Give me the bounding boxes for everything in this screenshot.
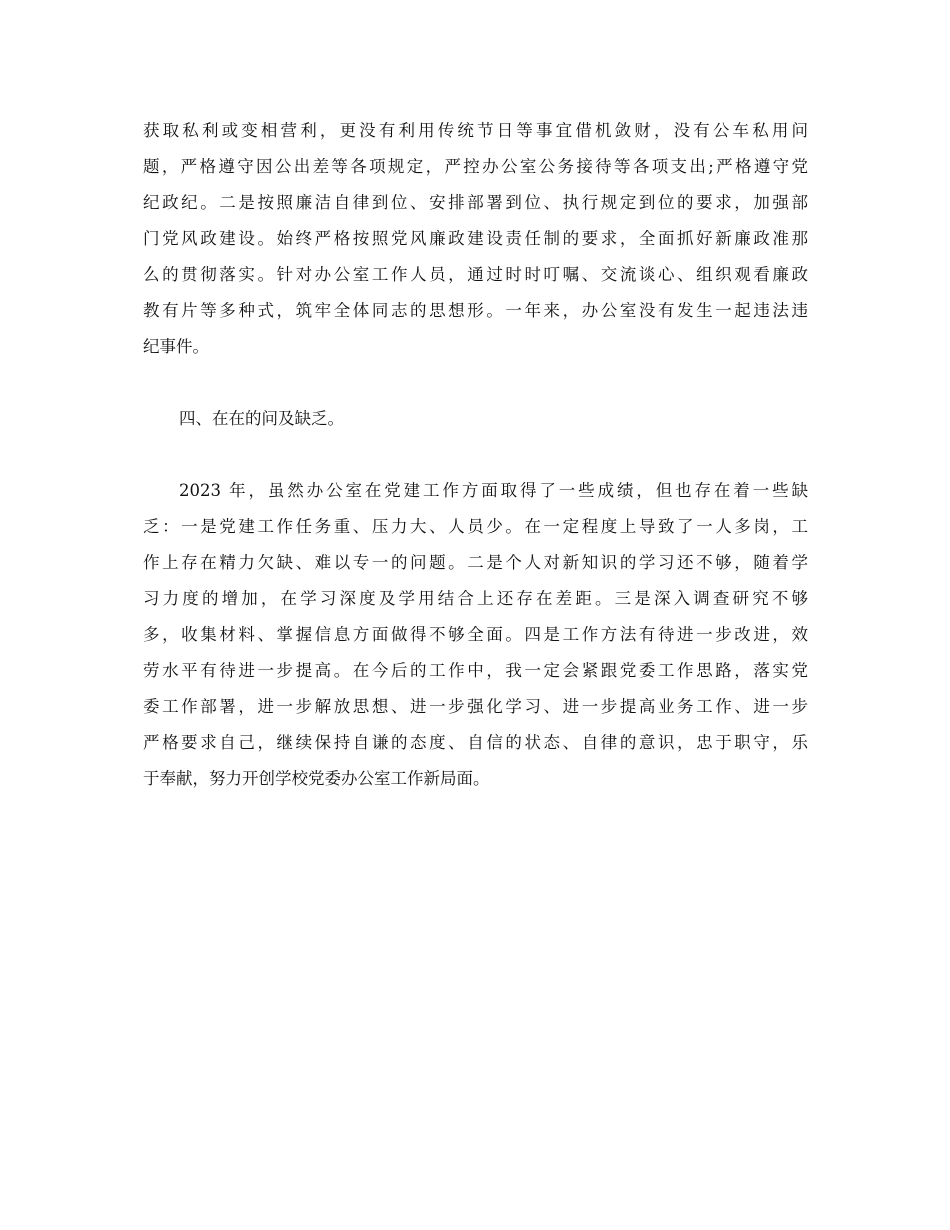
paragraph-gap [143, 365, 808, 401]
document-body [143, 113, 808, 797]
paragraph-line: 纪事件。 [143, 337, 209, 356]
paragraph-integrity [143, 113, 808, 365]
paragraph-line: 劳水平有待进一步提高。在今后的工作中，我一定会紧跟党委工作思路，落实党 [143, 661, 808, 680]
paragraph-line: 获取私利或变相营利，更没有利用传统节日等事宜借机敛财，没有公车私用问 [143, 121, 808, 140]
paragraph-line: 乏：一是党建工作任务重、压力大、人员少。在一定程度上导致了一人多岗，工 [143, 517, 808, 536]
paragraph-line: 委工作部署，进一步解放思想、进一步强化学习、进一步提高业务工作、进一步 [143, 697, 808, 716]
section-heading: 四、在在的问及缺乏。 [179, 409, 344, 428]
paragraph-shortcomings [143, 473, 808, 797]
paragraph-line: 习力度的增加，在学习深度及学用结合上还存在差距。三是深入调查研究不够 [143, 589, 808, 608]
paragraph-line: 多，收集材料、掌握信息方面做得不够全面。四是工作方法有待进一步改进，效 [143, 625, 808, 644]
paragraph-line: 么的贯彻落实。针对办公室工作人员，通过时时叮嘱、交流谈心、组织观看廉政 [143, 265, 808, 284]
paragraph-line: 题，严格遵守因公出差等各项规定，严控办公室公务接待等各项支出;严格遵守党 [143, 157, 808, 176]
paragraph-line: 作上存在精力欠缺、难以专一的问题。二是个人对新知识的学习还不够，随着学 [143, 553, 808, 572]
paragraph-line: 严格要求自己，继续保持自谦的态度、自信的状态、自律的意识，忠于职守，乐 [143, 733, 808, 752]
paragraph-line: 2023 年，虽然办公室在党建工作方面取得了一些成绩，但也存在着一些缺 [179, 481, 808, 500]
paragraph-gap [143, 437, 808, 473]
paragraph-line: 教有片等多种式，筑牢全体同志的思想形。一年来，办公室没有发生一起违法违 [143, 301, 808, 320]
paragraph-line: 于奉献，努力开创学校党委办公室工作新局面。 [143, 769, 490, 788]
paragraph-line: 门党风政建设。始终严格按照党风廉政建设责任制的要求，全面抓好新廉政准那 [143, 229, 808, 248]
paragraph-line: 纪政纪。二是按照廉洁自律到位、安排部署到位、执行规定到位的要求，加强部 [143, 193, 808, 212]
